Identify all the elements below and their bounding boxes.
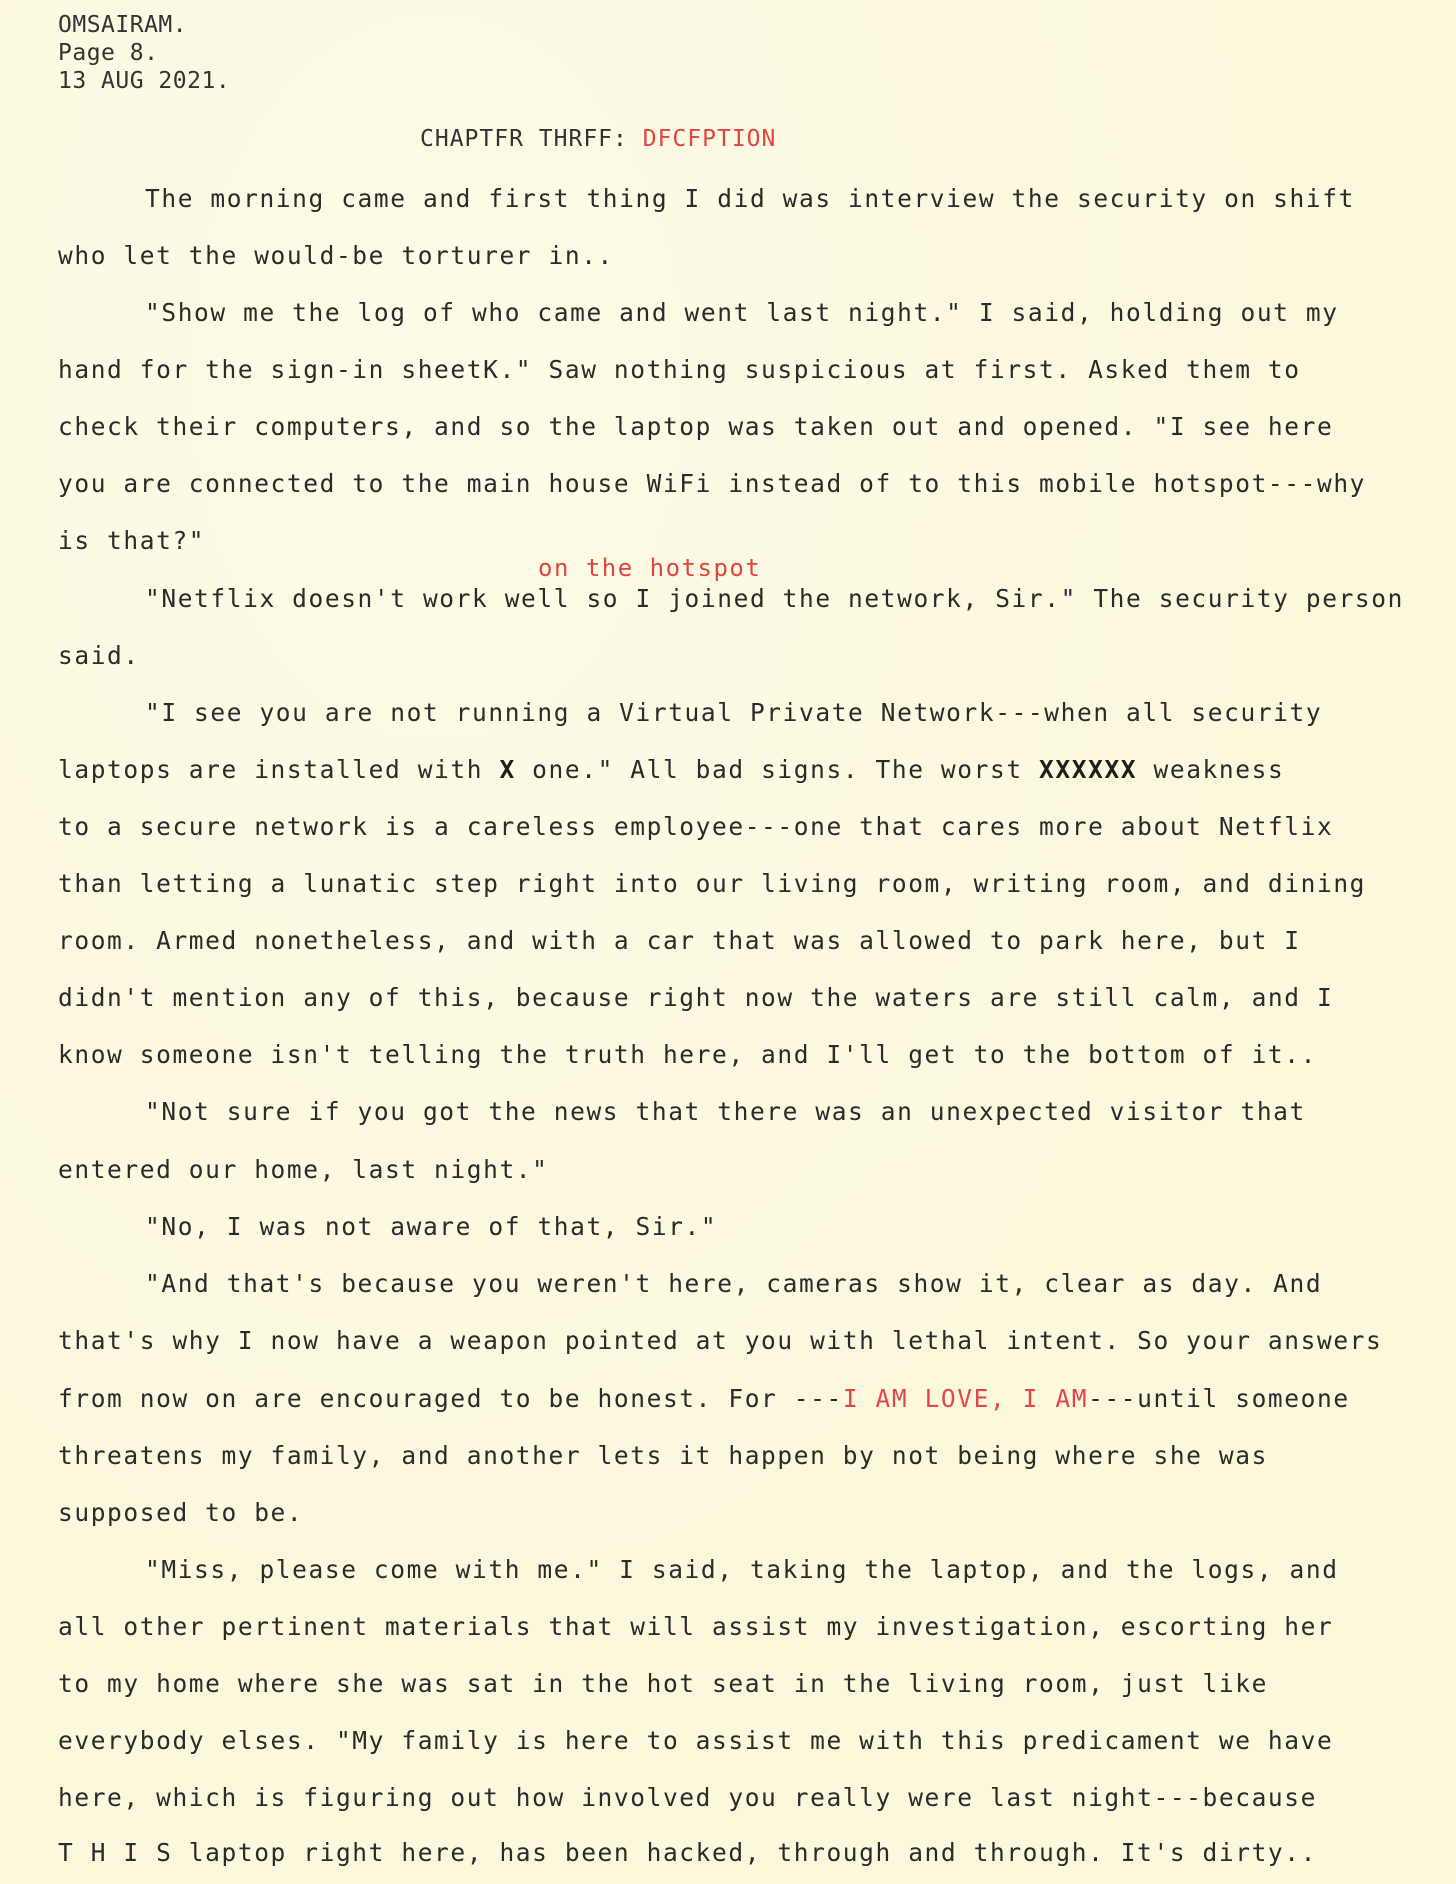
text-segment: from now on are encouraged to be honest. For --- (58, 1384, 843, 1413)
text-segment: one." All bad signs. The worst (515, 755, 1040, 784)
text-line: "No, I was not aware of that, Sir." (145, 1212, 718, 1241)
text-line: check their computers, and so the laptop was taken out and opened. "I see here (58, 412, 1334, 441)
text-line: hand for the sign-in sheetK." Saw nothing suspicious at first. Asked them to (58, 355, 1301, 384)
text-line: "I see you are not running a Virtual Private Network---when all security (145, 698, 1323, 727)
text-line: "Show me the log of who came and went last night." I said, holding out my (145, 298, 1339, 327)
text-line: to my home where she was sat in the hot seat in the living room, just like (58, 1669, 1268, 1698)
text-line: "Miss, please come with me." I said, taking the laptop, and the logs, and (145, 1555, 1339, 1584)
chapter-prefix: CHAPTFR THRFF: (420, 126, 628, 152)
chapter-heading (420, 126, 776, 152)
red-phrase: I AM LOVE, I AM (842, 1384, 1089, 1413)
insertion-note: on the hotspot (538, 554, 762, 582)
text-line: room. Armed nonetheless, and with a car that was allowed to park here, but I (58, 926, 1301, 955)
strikeover-mark: XXXXXX (1039, 755, 1138, 784)
strikeover-mark: X (499, 755, 516, 784)
text-line: said. (58, 641, 140, 670)
header-line-1: OMSAIRAM. (58, 12, 188, 38)
chapter-title: DFCFPTION (642, 126, 777, 152)
text-line: to a secure network is a careless employee---one that cares more about Netflix (58, 812, 1334, 841)
text-line: who let the would-be torturer in.. (58, 241, 614, 270)
text-segment: ---until someone (1088, 1384, 1350, 1413)
text-line: "Netflix doesn't work well so I joined the network, Sir." The security person (145, 584, 1404, 613)
text-line: everybody elses. "My family is here to assist me with this predicament we have (58, 1726, 1334, 1755)
text-line (58, 755, 1284, 784)
text-line: supposed to be. (58, 1498, 304, 1527)
header-date: 13 AUG 2021. (58, 68, 231, 94)
text-line: all other pertinent materials that will assist my investigation, escorting her (58, 1612, 1334, 1641)
text-line: know someone isn't telling the truth here, and I'll get to the bottom of it.. (58, 1040, 1317, 1069)
text-line: that's why I now have a weapon pointed at you with lethal intent. So your answers (58, 1326, 1383, 1355)
text-line: entered our home, last night." (58, 1155, 549, 1184)
text-line: "And that's because you weren't here, cameras show it, clear as day. And (145, 1269, 1323, 1298)
text-segment: laptops are installed with (58, 755, 500, 784)
text-line: is that?" (58, 526, 206, 555)
text-line: didn't mention any of this, because right now the waters are still calm, and I (58, 983, 1334, 1012)
header-page-number: Page 8. (58, 40, 159, 66)
text-line: here, which is figuring out how involved you really were last night---because (58, 1783, 1317, 1812)
text-line (58, 1384, 1350, 1413)
text-segment: weakness (1137, 755, 1285, 784)
text-line: you are connected to the main house WiFi instead of to this mobile hotspot---why (58, 469, 1367, 498)
text-line: than letting a lunatic step right into our living room, writing room, and dining (58, 869, 1367, 898)
text-line: threatens my family, and another lets it happen by not being where she was (58, 1441, 1268, 1470)
text-line: "Not sure if you got the news that there was an unexpected visitor that (145, 1097, 1306, 1126)
text-line: The morning came and first thing I did was interview the security on shift (145, 184, 1355, 213)
text-line: T H I S laptop right here, has been hacked, through and through. It's dirty.. (58, 1838, 1317, 1867)
